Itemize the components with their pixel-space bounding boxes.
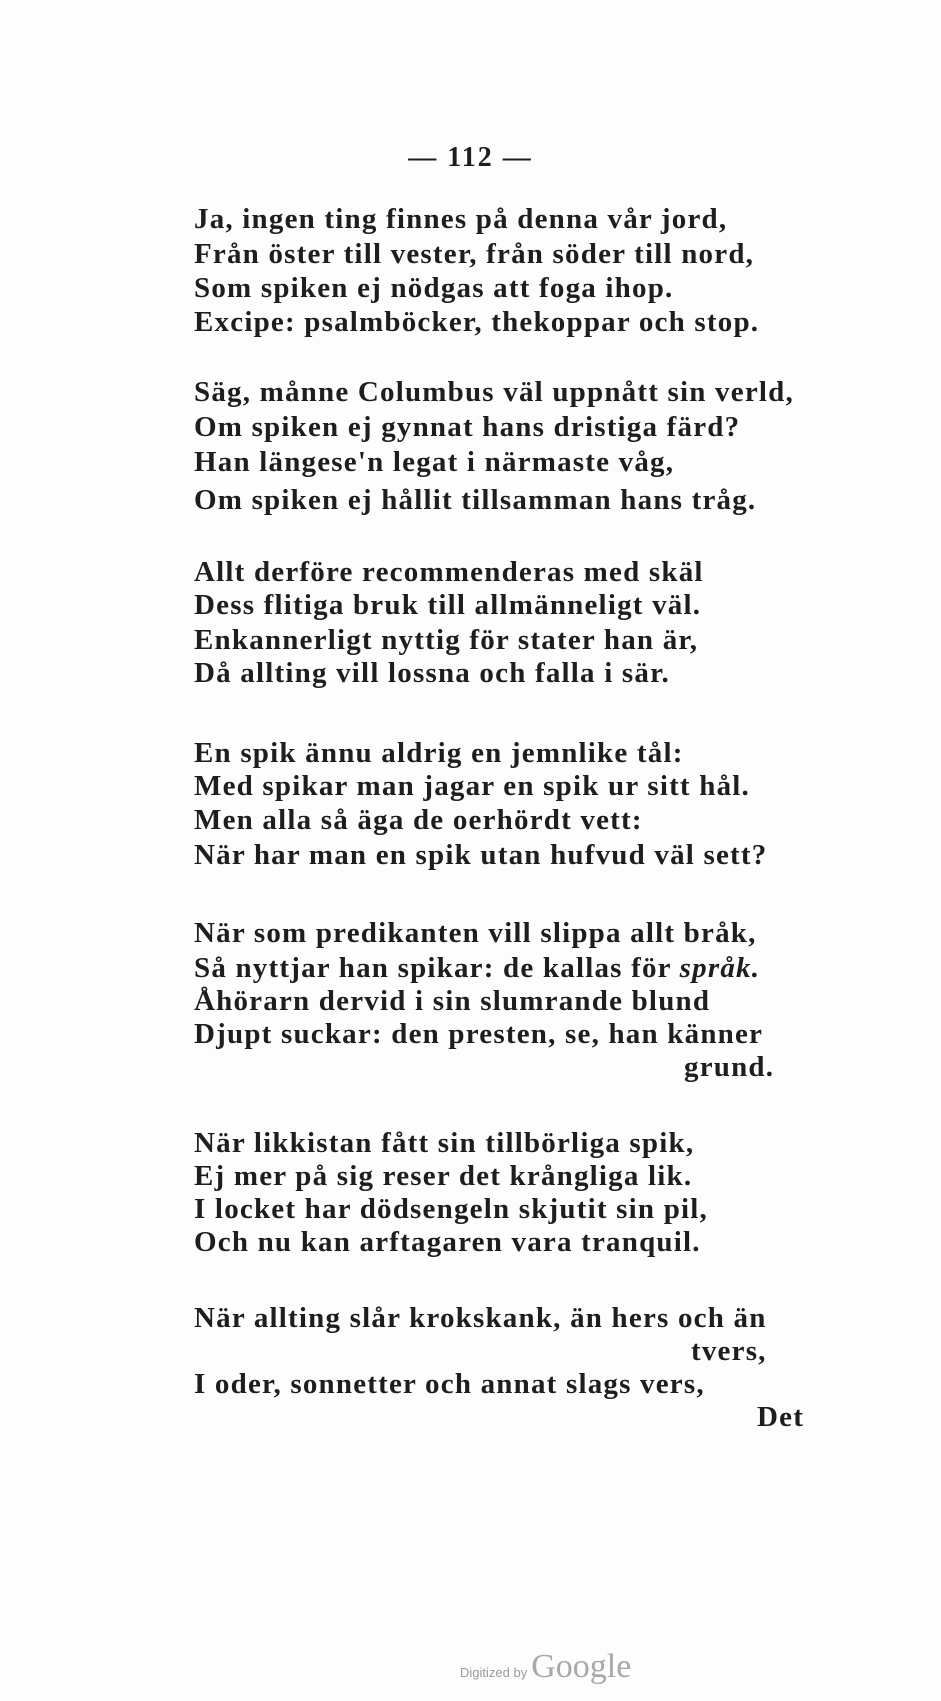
catchword: Det [757,1401,805,1433]
digitized-by-text: Digitized by [460,1665,528,1680]
verse-line: Som spiken ej nödgas att foga ihop. [194,272,674,304]
verse-line: Ej mer på sig reser det krångliga lik. [194,1160,693,1192]
verse-line: Excipe: psalmböcker, thekoppar och stop. [194,306,760,338]
verse-line: Allt derföre recommenderas med skäl [194,556,704,588]
page-number: — 112 — [408,142,533,173]
verse-line: När likkistan fått sin tillbörliga spik, [194,1127,695,1159]
verse-line: Om spiken ej gynnat hans dristiga färd? [194,411,741,443]
verse-line: Då allting vill lossna och falla i sär. [194,657,670,689]
verse-line: En spik ännu aldrig en jemnlike tål: [194,737,684,769]
verse-line: Från öster till vester, från söder till nord, [194,238,755,270]
verse-continuation: grund. [684,1051,775,1083]
verse-line: Med spikar man jagar en spik ur sitt hål. [194,770,750,802]
verse-line: Och nu kan arftagaren vara tranquil. [194,1226,701,1258]
verse-line: Han längese'n legat i närmaste våg, [194,446,675,478]
verse-text: Så nyttjar han spikar: de kallas för [194,952,680,984]
verse-line [194,951,760,985]
verse-line: När allting slår krokskank, än hers och än [194,1302,767,1334]
verse-line: Säg, månne Columbus väl uppnått sin verld, [194,376,794,408]
verse-line: Men alla så äga de oerhördt vett: [194,804,643,836]
verse-line: Djupt suckar: den presten, se, han känner [194,1018,764,1050]
verse-line: När som predikanten vill slippa allt bråk, [194,917,757,949]
italic-word: språk. [679,952,761,984]
verse-line: Ja, ingen ting finnes på denna vår jord, [194,203,728,235]
verse-line: Åhörarn dervid i sin slumrande blund [194,985,711,1017]
google-logo: Google [531,1648,632,1685]
verse-line: I oder, sonnetter och annat slags vers, [194,1368,705,1400]
digitized-watermark [460,1648,631,1686]
verse-line: När har man en spik utan hufvud väl sett? [194,839,768,871]
verse-line: Enkannerligt nyttig för stater han är, [194,624,699,656]
verse-line: I locket har dödsengeln skjutit sin pil, [194,1193,708,1225]
verse-continuation: tvers, [691,1335,767,1367]
verse-line: Dess flitiga bruk till allmänneligt väl. [194,589,702,621]
verse-line: Om spiken ej hållit tillsamman hans tråg. [194,484,757,516]
